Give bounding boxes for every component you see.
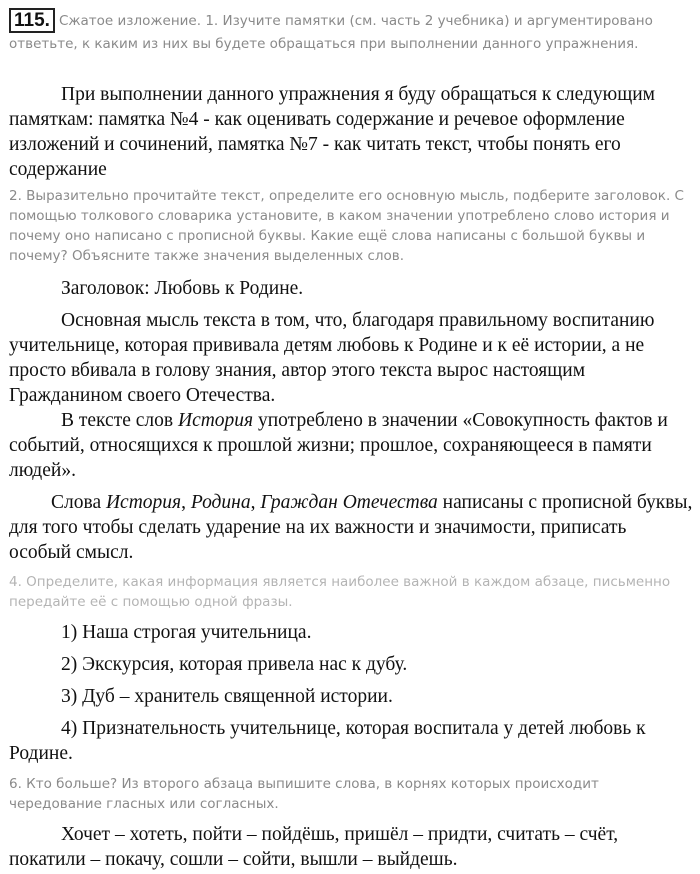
italic-word-history-2: История [105, 492, 182, 513]
answer-6: Хочет – хотеть, пойти – пойдёшь, пришёл – придти, считать – счёт, покатили – покачу, сошли – сойти, вышли – выйдешь. [9, 824, 619, 870]
answer-4-item-4: 4) Признательность учительнице, которая воспитала у детей любовь к Родине. [9, 718, 646, 764]
task-4-prompt: 4. Определите, какая информация является наиболее важной в каждом абзаце, письменно передайте её с помощью одной фразы. [9, 574, 671, 610]
answer-4-item-2: 2) Экскурсия, которая привела нас к дубу. [61, 654, 408, 675]
italic-word-history: История [177, 410, 254, 431]
task-1-prompt [9, 8, 693, 55]
exercise-number: 115. [9, 8, 55, 33]
answer-2-main-idea: Основная мысль текста в том, что, благодаря правильному воспитанию учительнице, которая прививала детям любовь к Родине и к её истории, а не просто вбивала в голову знания, автор этого текста вырос настоящим Гражданином своего Отечества. [9, 310, 655, 406]
answer-2-title: Заголовок: Любовь к Родине. [61, 278, 304, 299]
task-1-text: Сжатое изложение. 1. Изучите памятки (см. часть 2 учебника) и аргументировано ответьте, к каким из них вы будете обращаться при выполнении данного упражнения. [9, 13, 653, 52]
answer-2-capitalized-words: Слова История, Родина, Граждан Отечества написаны с прописной буквы, для того чтобы сделать ударение на их важности и значимости, приписать особый смысл. [9, 492, 693, 563]
italic-word-rodina: Родина [190, 492, 251, 513]
task-6-prompt: 6. Кто больше? Из второго абзаца выпишите слова, в корнях которых происходит чередование гласных или согласных. [9, 776, 599, 812]
task-2-prompt: 2. Выразительно прочитайте текст, определите его основную мысль, подберите заголовок. С помощью толкового словарика установите, в каком значении употреблено слово история и почему оно написано с прописной буквы. Какие ещё слова написаны с большой буквы и почему? Объясните также значения выделенных слов. [9, 188, 684, 264]
answer-1: При выполнении данного упражнения я буду обращаться к следующим памяткам: памятка №4 - как оценивать содержание и речевое оформление изложений и сочинений, памятка №7 - как читать текст, чтобы понять его содержание [9, 84, 655, 180]
answer-4-item-1: 1) Наша строгая учительница. [61, 622, 312, 643]
answer-2-history-meaning: В тексте слов История употреблено в значении «Совокупность фактов и событий, относящихся к прошлой жизни; прошлое, сохраняющееся в памяти людей». [9, 410, 668, 481]
italic-word-citizens: Граждан Отечества [260, 492, 438, 513]
answer-4-item-3: 3) Дуб – хранитель священной истории. [61, 686, 393, 707]
